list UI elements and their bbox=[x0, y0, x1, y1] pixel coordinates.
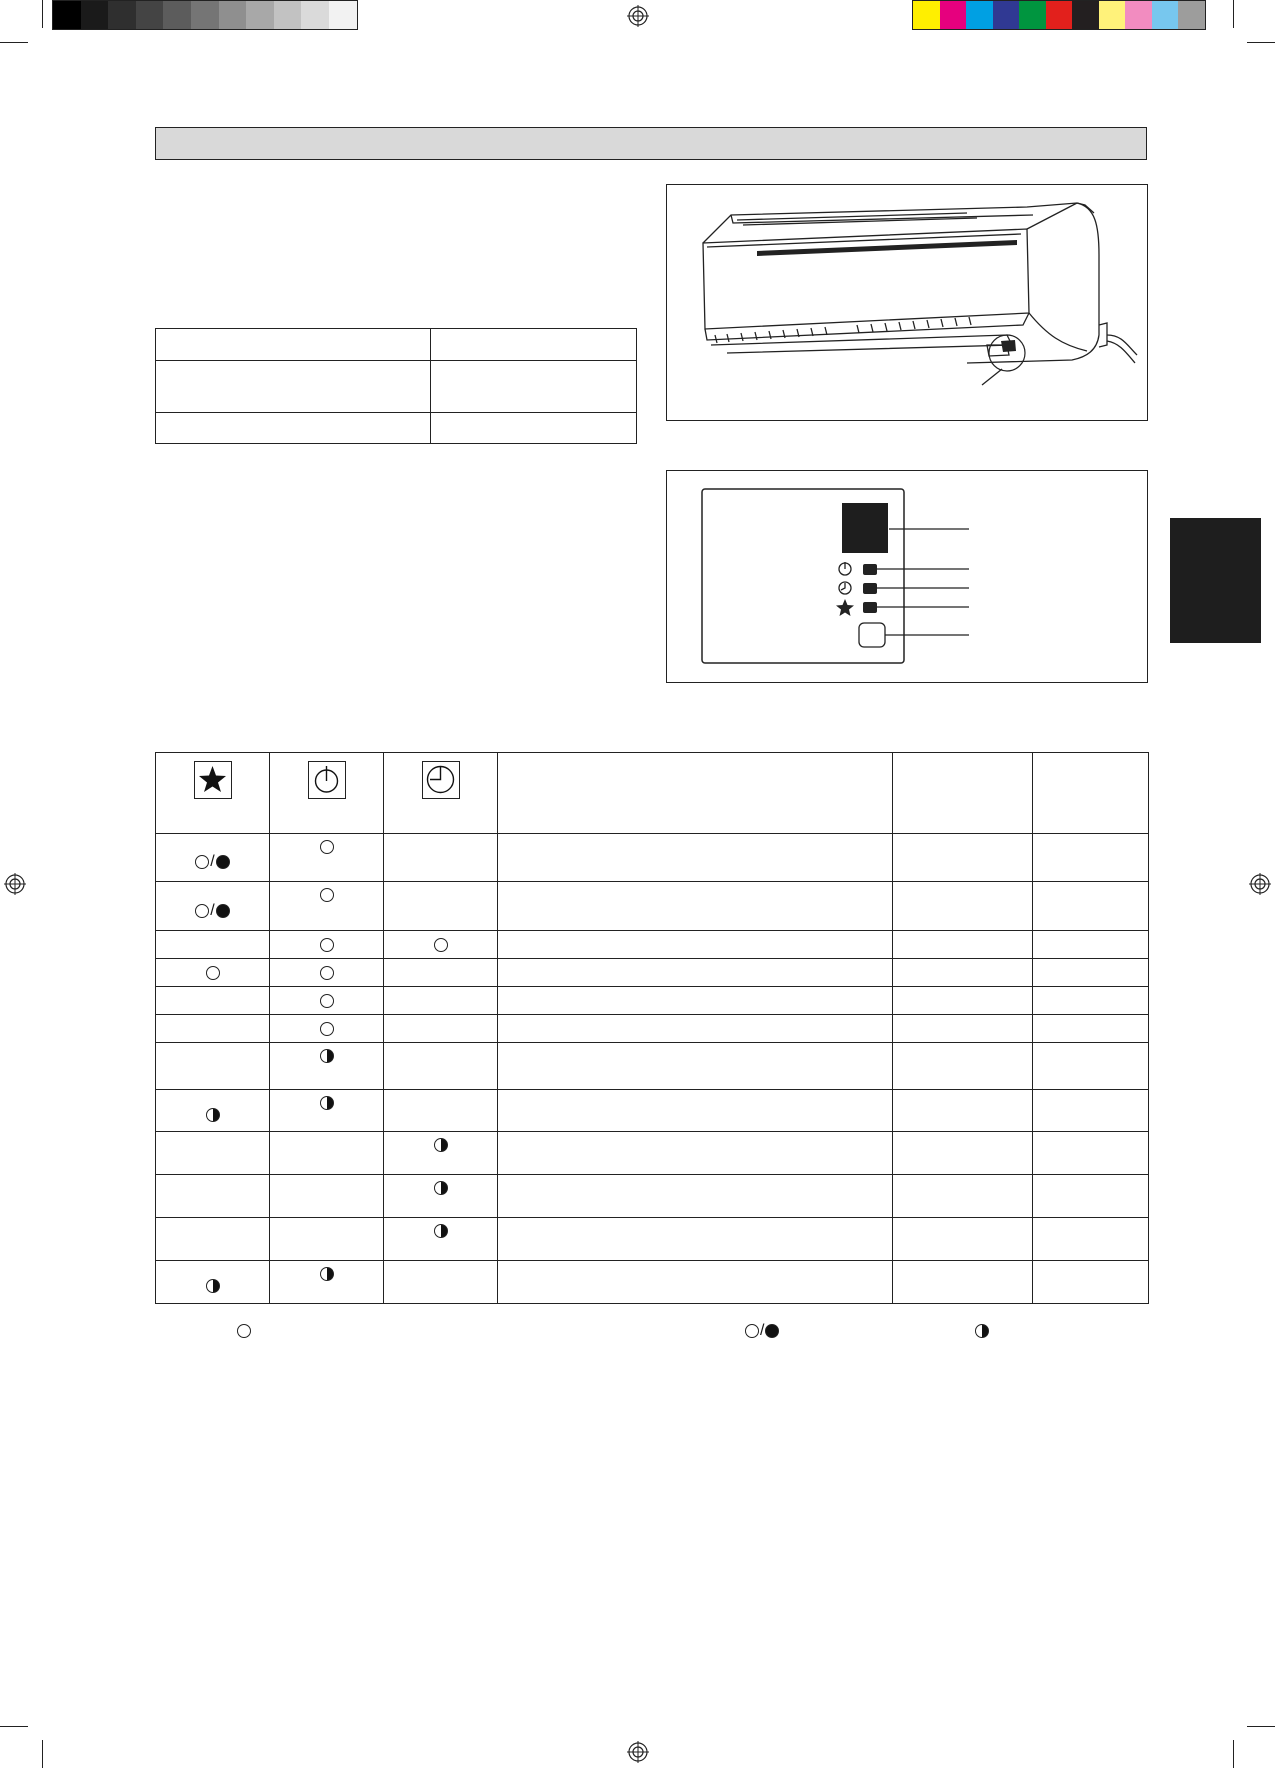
star-icon bbox=[195, 762, 230, 797]
indicator-state bbox=[195, 902, 229, 920]
cell-star bbox=[156, 959, 270, 987]
header-cell-timer bbox=[384, 753, 498, 834]
air-conditioner-illustration bbox=[667, 185, 1147, 420]
cell-star bbox=[156, 1218, 270, 1261]
table-row bbox=[156, 1175, 1149, 1218]
calibration-swatch bbox=[1046, 1, 1073, 29]
timer-icon bbox=[423, 762, 458, 797]
table-row bbox=[156, 1090, 1149, 1132]
indicator-state bbox=[320, 936, 334, 954]
table-row bbox=[156, 931, 1149, 959]
table-row bbox=[156, 1261, 1149, 1304]
indicator-state bbox=[206, 964, 220, 982]
calibration-swatch bbox=[1152, 1, 1179, 29]
crop-mark bbox=[0, 42, 28, 43]
indicator-state bbox=[434, 936, 448, 954]
calibration-swatch bbox=[913, 1, 940, 29]
calibration-swatch bbox=[966, 1, 993, 29]
indicator-off-symbol bbox=[320, 938, 334, 952]
cell-power bbox=[270, 834, 384, 882]
header-cell-power bbox=[270, 753, 384, 834]
cell-empty bbox=[1033, 1015, 1149, 1043]
cell-empty bbox=[893, 987, 1033, 1015]
cell-empty bbox=[498, 1175, 893, 1218]
table-row bbox=[156, 1132, 1149, 1175]
header-cell-extra-1 bbox=[893, 753, 1033, 834]
cell-timer bbox=[384, 1090, 498, 1132]
indicator-off-symbol bbox=[195, 855, 209, 869]
indicator-off-symbol bbox=[745, 1324, 759, 1338]
cell-empty bbox=[498, 1132, 893, 1175]
cell-empty bbox=[498, 1218, 893, 1261]
calibration-swatch bbox=[219, 1, 247, 29]
cell-power bbox=[270, 987, 384, 1015]
calibration-swatch bbox=[163, 1, 191, 29]
indicator-blink-symbol bbox=[975, 1324, 989, 1338]
calibration-swatch bbox=[1099, 1, 1126, 29]
cell-timer bbox=[384, 1175, 498, 1218]
indicator-blink-symbol bbox=[320, 1049, 334, 1063]
indicator-state bbox=[320, 886, 334, 904]
spec-cell bbox=[156, 361, 431, 413]
spec-cell bbox=[431, 413, 637, 444]
cell-empty bbox=[498, 959, 893, 987]
indicator-blink-symbol bbox=[206, 1279, 220, 1293]
indicator-off-symbol bbox=[320, 966, 334, 980]
cell-empty bbox=[1033, 931, 1149, 959]
cell-empty bbox=[1033, 1175, 1149, 1218]
indicator-off-symbol bbox=[320, 994, 334, 1008]
table-row bbox=[156, 882, 1149, 931]
calibration-swatch bbox=[136, 1, 164, 29]
cell-power bbox=[270, 1261, 384, 1304]
cell-timer bbox=[384, 1132, 498, 1175]
grey-calibration-bar bbox=[52, 0, 358, 30]
cell-timer bbox=[384, 1261, 498, 1304]
cell-empty bbox=[1033, 1261, 1149, 1304]
cell-empty bbox=[893, 882, 1033, 931]
cell-power bbox=[270, 1043, 384, 1090]
indicator-off-symbol bbox=[320, 840, 334, 854]
cell-timer bbox=[384, 987, 498, 1015]
table-row bbox=[156, 1218, 1149, 1261]
indicator-off-symbol bbox=[237, 1324, 251, 1338]
cell-star bbox=[156, 931, 270, 959]
indicator-state bbox=[434, 1179, 448, 1197]
crop-mark bbox=[42, 0, 43, 28]
cell-star bbox=[156, 987, 270, 1015]
indicator-off-symbol bbox=[195, 904, 209, 918]
table-row bbox=[156, 1015, 1149, 1043]
indoor-unit-figure bbox=[666, 184, 1148, 421]
cell-empty bbox=[498, 1090, 893, 1132]
calibration-swatch bbox=[274, 1, 302, 29]
cell-timer bbox=[384, 931, 498, 959]
cell-timer bbox=[384, 1043, 498, 1090]
indicator-blink-symbol bbox=[206, 1108, 220, 1122]
cell-empty bbox=[498, 834, 893, 882]
cell-power bbox=[270, 1015, 384, 1043]
legend-blink bbox=[975, 1322, 989, 1340]
crop-mark bbox=[1247, 42, 1275, 43]
cell-star bbox=[156, 1261, 270, 1304]
cell-empty bbox=[893, 1175, 1033, 1218]
indicator-blink-symbol bbox=[434, 1224, 448, 1238]
cell-star bbox=[156, 1043, 270, 1090]
cell-empty bbox=[498, 1261, 893, 1304]
indicator-state bbox=[320, 838, 334, 856]
cell-star bbox=[156, 1132, 270, 1175]
cell-star bbox=[156, 1090, 270, 1132]
table-row bbox=[156, 987, 1149, 1015]
registration-target-icon bbox=[627, 1741, 649, 1763]
calibration-swatch bbox=[81, 1, 109, 29]
cell-power bbox=[270, 931, 384, 959]
section-header-band bbox=[155, 127, 1147, 160]
calibration-swatch bbox=[53, 1, 81, 29]
cell-power bbox=[270, 1175, 384, 1218]
indicator-blink-symbol bbox=[320, 1267, 334, 1281]
indicator-blink-symbol bbox=[320, 1096, 334, 1110]
cell-empty bbox=[1033, 959, 1149, 987]
calibration-swatch bbox=[1125, 1, 1152, 29]
star-icon bbox=[836, 599, 854, 616]
cell-empty bbox=[1033, 1132, 1149, 1175]
cell-empty bbox=[1033, 1090, 1149, 1132]
crop-mark bbox=[1233, 0, 1234, 28]
cell-empty bbox=[498, 882, 893, 931]
cell-power bbox=[270, 1132, 384, 1175]
indicator-state bbox=[320, 1020, 334, 1038]
spec-cell bbox=[156, 329, 431, 361]
slash-separator: / bbox=[760, 1322, 765, 1339]
cell-timer bbox=[384, 834, 498, 882]
legend-off bbox=[237, 1322, 251, 1340]
calibration-swatch bbox=[246, 1, 274, 29]
table-header-row bbox=[156, 753, 1149, 834]
indicator-on-symbol bbox=[765, 1324, 779, 1338]
indicator-state bbox=[206, 1106, 220, 1124]
calibration-swatch bbox=[301, 1, 329, 29]
cell-timer bbox=[384, 882, 498, 931]
cell-empty bbox=[498, 987, 893, 1015]
calibration-swatch bbox=[993, 1, 1020, 29]
table-row bbox=[156, 1043, 1149, 1090]
cell-empty bbox=[498, 1015, 893, 1043]
indicator-table-body bbox=[156, 834, 1149, 1304]
cell-empty bbox=[1033, 882, 1149, 931]
cell-empty bbox=[893, 1261, 1033, 1304]
cell-power bbox=[270, 1218, 384, 1261]
indicator-status-table bbox=[155, 752, 1149, 1304]
indicator-on-symbol bbox=[216, 855, 230, 869]
spec-cell bbox=[431, 361, 637, 413]
cell-empty bbox=[893, 931, 1033, 959]
crop-mark bbox=[1233, 1740, 1234, 1768]
cell-power bbox=[270, 959, 384, 987]
indicator-state bbox=[320, 1094, 334, 1112]
table-row bbox=[156, 959, 1149, 987]
cell-empty bbox=[498, 931, 893, 959]
cell-empty bbox=[893, 1015, 1033, 1043]
indicator-off-symbol bbox=[206, 966, 220, 980]
cell-empty bbox=[893, 1090, 1033, 1132]
cell-empty bbox=[1033, 834, 1149, 882]
cell-power bbox=[270, 1090, 384, 1132]
indicator-off-symbol bbox=[434, 938, 448, 952]
spec-table bbox=[155, 328, 637, 444]
indicator-state bbox=[320, 992, 334, 1010]
slash-separator: / bbox=[210, 853, 215, 870]
slash-separator: / bbox=[210, 901, 215, 919]
cell-star bbox=[156, 1175, 270, 1218]
cell-star bbox=[156, 1015, 270, 1043]
indicator-blink-symbol bbox=[434, 1181, 448, 1195]
indicator-state bbox=[320, 1047, 334, 1065]
cell-star bbox=[156, 882, 270, 931]
cell-empty bbox=[1033, 1218, 1149, 1261]
power-icon bbox=[309, 762, 344, 797]
indicator-state bbox=[320, 964, 334, 982]
cell-timer bbox=[384, 1015, 498, 1043]
crop-mark bbox=[42, 1740, 43, 1768]
registration-target-icon bbox=[1249, 873, 1271, 895]
calibration-swatch bbox=[1178, 1, 1205, 29]
cell-timer bbox=[384, 959, 498, 987]
display-panel-diagram bbox=[667, 471, 1147, 682]
spec-cell bbox=[431, 329, 637, 361]
indicator-state bbox=[206, 1278, 220, 1296]
cell-timer bbox=[384, 1218, 498, 1261]
indicator-off-symbol bbox=[320, 1022, 334, 1036]
calibration-swatch bbox=[108, 1, 136, 29]
color-calibration-bar bbox=[912, 0, 1206, 30]
calibration-swatch bbox=[940, 1, 967, 29]
calibration-swatch bbox=[329, 1, 357, 29]
header-cell-star bbox=[156, 753, 270, 834]
calibration-swatch bbox=[1072, 1, 1099, 29]
header-cell-extra-2 bbox=[1033, 753, 1149, 834]
spec-cell bbox=[156, 413, 431, 444]
table-row bbox=[156, 834, 1149, 882]
crop-mark bbox=[0, 1726, 28, 1727]
header-cell-description bbox=[498, 753, 893, 834]
cell-empty bbox=[1033, 1043, 1149, 1090]
cell-empty bbox=[893, 834, 1033, 882]
indicator-state bbox=[320, 1265, 334, 1283]
indicator-state bbox=[434, 1222, 448, 1240]
cell-empty bbox=[893, 1218, 1033, 1261]
indicator-blink-symbol bbox=[434, 1138, 448, 1152]
registration-target-icon bbox=[627, 5, 649, 27]
power-icon bbox=[839, 562, 851, 575]
indicator-state bbox=[434, 1136, 448, 1154]
timer-icon bbox=[839, 582, 851, 594]
indicator-on-symbol bbox=[216, 904, 230, 918]
calibration-swatch bbox=[1019, 1, 1046, 29]
cell-empty bbox=[1033, 987, 1149, 1015]
registration-target-icon bbox=[4, 873, 26, 895]
display-panel-figure bbox=[666, 470, 1148, 683]
calibration-swatch bbox=[191, 1, 219, 29]
cell-star bbox=[156, 834, 270, 882]
crop-mark bbox=[1247, 1726, 1275, 1727]
cell-empty bbox=[893, 1043, 1033, 1090]
cell-empty bbox=[893, 1132, 1033, 1175]
cell-empty bbox=[893, 959, 1033, 987]
legend-off-on bbox=[745, 1322, 779, 1340]
section-side-tab bbox=[1170, 518, 1261, 643]
indicator-state bbox=[195, 853, 229, 871]
cell-power bbox=[270, 882, 384, 931]
cell-empty bbox=[498, 1043, 893, 1090]
indicator-off-symbol bbox=[320, 888, 334, 902]
